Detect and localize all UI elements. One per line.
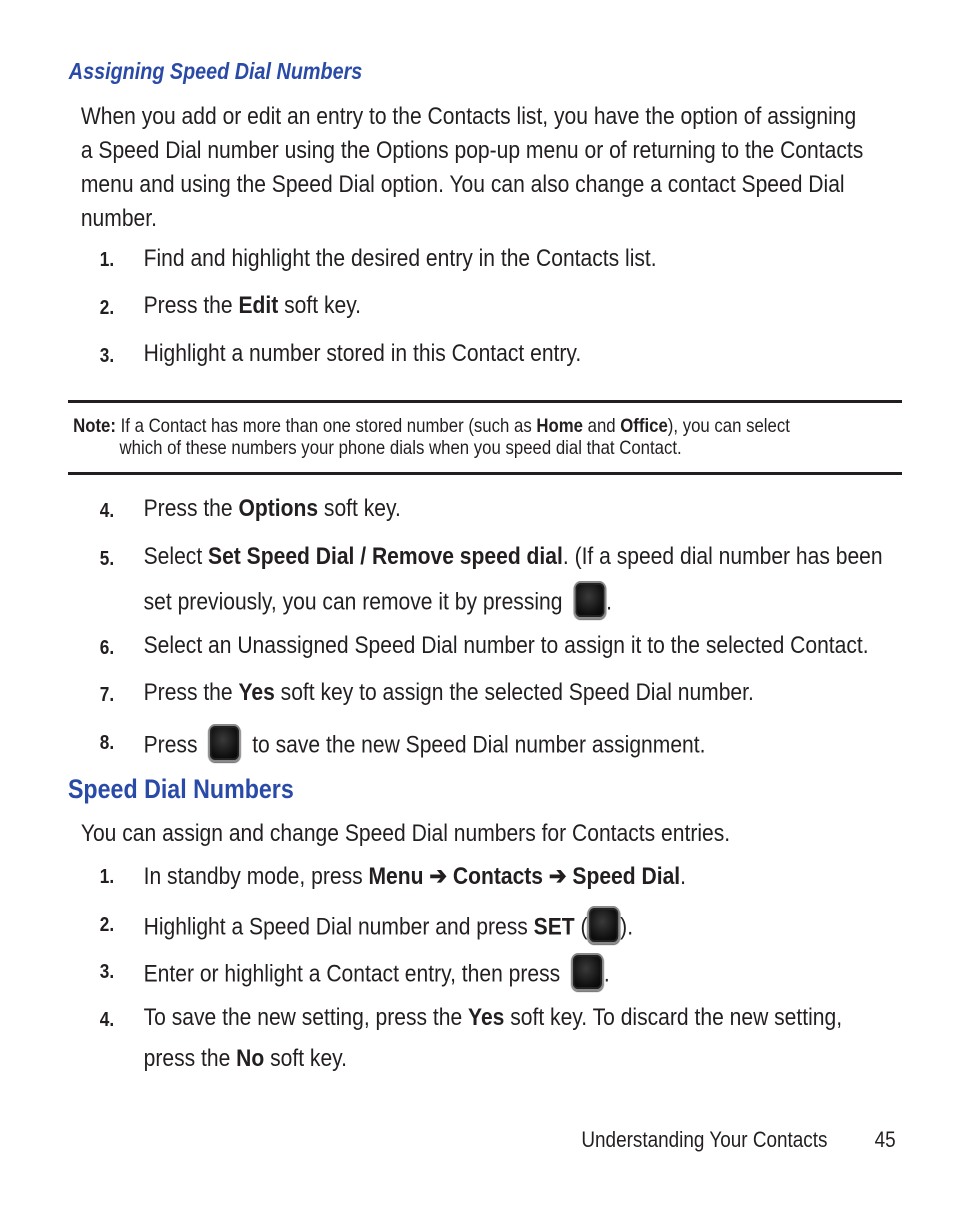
intro-line-2: a Speed Dial number using the Options pop-up menu or of returning to the Contacts [80,137,864,164]
step-number: 1. [99,249,115,271]
ok-key-icon [571,953,604,991]
step-text: Select Set Speed Dial / Remove speed dial. (If a speed dial number has been [143,543,883,570]
step-text: In standby mode, press Menu ➔ Contacts ➔ Speed Dial. [143,863,686,890]
step-text: Press the Edit soft key. [143,292,362,319]
step-text-continued: press the No soft key. [143,1045,347,1072]
section2-intro: You can assign and change Speed Dial numbers for Contacts entries. [80,820,731,847]
intro-line-1: When you add or edit an entry to the Contacts list, you have the option of assigning [80,103,857,130]
step-text: Press to save the new Speed Dial number assignment. [144,727,706,765]
note-line-1: Note: If a Contact has more than one stored number (such as Home and Office), you can select [73,415,790,437]
step-text: Enter or highlight a Contact entry, then press . [144,956,610,994]
step-text: To save the new setting, press the Yes soft key. To discard the new setting, [143,1004,843,1031]
note-bottom-rule [68,472,902,475]
step-text: Highlight a Speed Dial number and press SET ( ). [144,909,633,947]
intro-line-3: menu and using the Speed Dial option. You can also change a contact Speed Dial [80,171,845,198]
step-number: 4. [99,500,115,522]
step-number: 2. [99,297,115,319]
step-number: 7. [99,684,115,706]
step-number: 6. [99,637,115,659]
step-number: 1. [99,866,115,888]
ok-key-icon [588,906,621,944]
step-number: 3. [99,345,115,367]
note-line-2: which of these numbers your phone dials when you speed dial that Contact. [119,437,682,459]
step-text: Find and highlight the desired entry in the Contacts list. [143,245,657,272]
section-heading-assigning: Assigning Speed Dial Numbers [68,58,363,84]
note-top-rule [68,400,902,403]
footer-page-number: 45 [874,1127,896,1152]
step-text: Press the Yes soft key to assign the selected Speed Dial number. [143,679,754,706]
step-number: 3. [99,961,115,983]
footer-section-title: Understanding Your Contacts [581,1127,828,1152]
step-number: 2. [99,914,115,936]
step-number: 5. [99,548,115,570]
section-heading-speed-dial: Speed Dial Numbers [67,774,294,804]
ok-key-icon [209,724,242,762]
intro-line-4: number. [80,205,157,232]
step-number: 8. [99,732,115,754]
step-number: 4. [99,1009,115,1031]
step-text: Highlight a number stored in this Contact entry. [143,340,582,367]
step-text: Select an Unassigned Speed Dial number to assign it to the selected Contact. [143,632,869,659]
step-text-continued: set previously, you can remove it by pressing . [144,584,612,622]
ok-key-icon [573,581,606,619]
step-text: Press the Options soft key. [143,495,401,522]
